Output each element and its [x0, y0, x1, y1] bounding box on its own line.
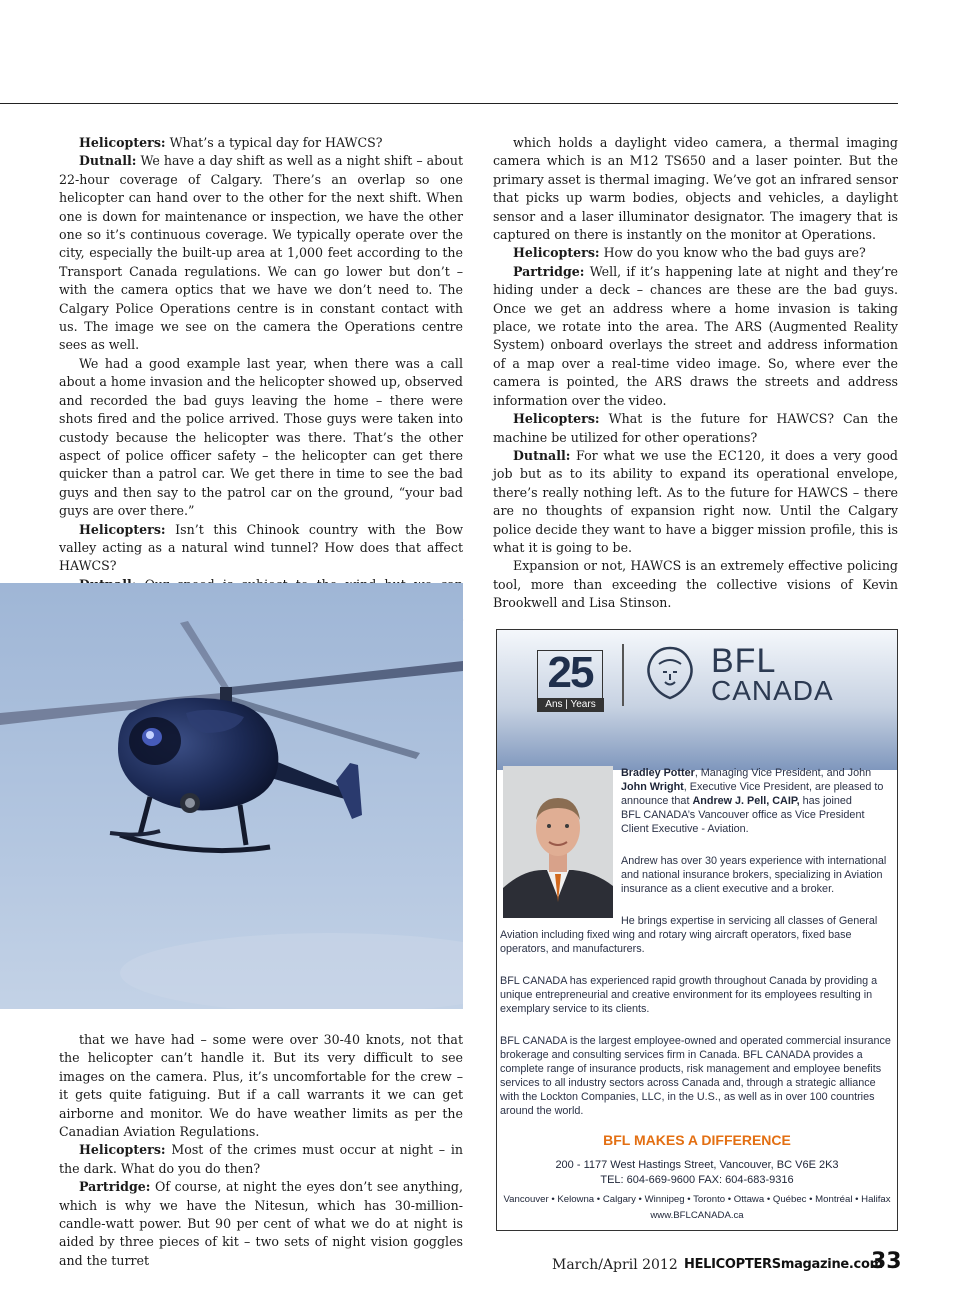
- ad-cities: Vancouver • Kelowna • Calgary • Winnipeg • Toronto • Ottawa • Québec • Montréal • Halifax: [503, 1194, 891, 1205]
- paragraph-text: How do you know who the bad guys are?: [599, 245, 866, 261]
- issue-date: March/April 2012: [552, 1257, 678, 1273]
- header-rule: [0, 103, 898, 104]
- paragraph-text: which holds a daylight video camera, a thermal imaging camera which is an M12 TS650 and a laser pointer. But the primary asset is thermal imaging. We’ve got an infrared sensor that picks up warm bodies, objects and vehicles, a daylight sensor and a laser illuminator designator. The imagery that is captured on there is instantly on the monitor at Operations.: [493, 135, 898, 243]
- helicopter-photo: [0, 583, 463, 1009]
- paragraph-text: What is the future for HAWCS? Can the machine be utilized for other operations?: [493, 411, 898, 445]
- ad-growth-line: exemplary service to its clients.: [500, 1003, 650, 1015]
- ad-experience-line: insurance as a client executive and a broker.: [621, 883, 835, 895]
- article-paragraph: [493, 263, 898, 410]
- ad-expertise-line: Aviation including fixed wing and rotary wing aircraft operators, fixed base: [500, 929, 852, 941]
- ad-25-years-number: 25: [537, 650, 603, 702]
- ad-announcement-line4: BFL CANADA’s Vancouver office as Vice President: [621, 809, 865, 821]
- paragraph-text: For what we use the EC120, it does a very good job but as to its ability to expand its operational envelope, there’s really nothing left. As to the future for HAWCS – there are no thoughts of expansion right now. Until the Calgary police decide they want to have a bigger mission profile, this is what it is going to be.: [493, 447, 898, 555]
- ad-years-label: Ans | Years: [537, 698, 604, 712]
- ad-experience-line: Andrew has over 30 years experience with international: [621, 855, 887, 867]
- ad-company-line: around the world.: [500, 1105, 584, 1117]
- ad-address: 200 - 1177 West Hastings Street, Vancouver, BC V6E 2K3: [555, 1159, 839, 1171]
- article-paragraph: [59, 1141, 463, 1178]
- ad-company-line: BFL CANADA is the largest employee-owned and operated commercial insurance: [500, 1035, 891, 1047]
- ad-paragraph-growth: [500, 974, 892, 1016]
- ad-divider: [622, 644, 624, 706]
- ad-name-pell: Andrew J. Pell, CAIP,: [692, 795, 800, 807]
- ad-growth-line: BFL CANADA has experienced rapid growth throughout Canada by providing a: [500, 975, 878, 987]
- ad-brand-line2: CANADA: [711, 675, 834, 706]
- speaker-label: Partridge:: [79, 1179, 151, 1195]
- ad-paragraph-company: [500, 1034, 892, 1118]
- speaker-label: Dutnall:: [513, 447, 571, 463]
- ad-company-line: complete range of insurance products, risk management and employee benefits: [500, 1063, 882, 1075]
- ad-name-wright: John Wright: [621, 781, 684, 793]
- speaker-label: Helicopters:: [79, 521, 166, 537]
- article-paragraph: [59, 521, 463, 576]
- article-paragraph: [59, 134, 463, 152]
- executive-portrait: [503, 766, 613, 918]
- ad-expertise-line: He brings expertise in servicing all classes of General: [621, 915, 878, 927]
- article-paragraph: [493, 134, 898, 244]
- speaker-label: Helicopters:: [79, 1142, 166, 1158]
- article-paragraph: [493, 447, 898, 557]
- article-paragraph: [59, 355, 463, 521]
- magazine-website[interactable]: HELICOPTERSmagazine.com: [684, 1257, 883, 1272]
- ad-announcement: [621, 766, 891, 836]
- speaker-label: Helicopters:: [513, 411, 600, 427]
- ad-announcement-line5: Client Executive - Aviation.: [621, 823, 749, 835]
- ad-slogan: BFL MAKES A DIFFERENCE: [603, 1132, 791, 1148]
- ad-brand-line1: BFL: [711, 642, 777, 680]
- paragraph-text: We have a day shift as well as a night shift – about 22-hour coverage of Calgary. There’s an overlap so one helicopter can hand over to the other for the next shift. When one is down for maintenance or inspection, we have the other one so it’s continuous coverage. We typically operate over the city, especially the built-up area at 1,000 feet according to the Transport Canada regulations. We can go lower but don’t – with the camera optics that we have we don’t need to. The Calgary Police Operations centre is in constant contact with us. The image we see on the camera the Operations centre sees as well.: [59, 153, 463, 353]
- ad-paragraph-experience: [621, 854, 891, 896]
- page-number: 33: [871, 1249, 902, 1274]
- article-paragraph: [59, 152, 463, 354]
- ad-announcement-line1: , Managing Vice President, and John: [694, 767, 872, 779]
- article-paragraph: [493, 557, 898, 612]
- article-paragraph: [59, 1178, 463, 1270]
- helicopter-illustration: [0, 583, 463, 1009]
- ad-company-line: brokerage and consulting services firm in Canada. BFL CANADA provides a: [500, 1049, 863, 1061]
- ad-company-line: with the Lockton Companies, LLC, in the U.S., as well as in over 100 countries: [500, 1091, 875, 1103]
- paragraph-text: We had a good example last year, when there was a call about a home invasion and the helicopter showed up, observed and recorded the bad guys leaving the home – there were shots fired and the police arrived. Those guys were taken into custody because the helicopter was there. That’s the other aspect of police officer safety – the helicopter can get there quicker than a patrol car. We get there in time to see the bad guys and then say to the patrol car on the ground, “your bad guys are over there.”: [59, 355, 463, 519]
- article-column-left-bottom: [59, 1031, 463, 1270]
- article-paragraph: [59, 1031, 463, 1141]
- ad-name-potter: Bradley Potter: [621, 767, 695, 779]
- paragraph-text: Most of the crimes must occur at night – in the dark. What do you do then?: [59, 1142, 463, 1176]
- paragraph-text: Of course, at night the eyes don’t see anything, which is why we have the Nitesun, which has 30-million-candle-watt power. But 90 per cent of what we do at night is aided by three pieces of kit – two sets of night vision goggles and the turret: [59, 1179, 463, 1268]
- lion-logo-icon: [639, 642, 701, 704]
- paragraph-text: What’s a typical day for HAWCS?: [165, 135, 383, 150]
- article-column-left-top: [59, 134, 463, 649]
- paragraph-text: Expansion or not, HAWCS is an extremely effective policing tool, more than exceeding the collective visions of Kevin Brookwell and Lisa Stinson.: [493, 558, 898, 611]
- speaker-label: Helicopters:: [79, 135, 166, 150]
- ad-paragraph-expertise-2: [500, 928, 892, 956]
- ad-company-line: services to all industry sectors across Canada and, through a strategic alliance: [500, 1077, 876, 1089]
- ad-growth-line: unique entrepreneurial and creative environment for its employees resulting in: [500, 989, 873, 1001]
- paragraph-text: Well, if it’s happening late at night and they’re hiding under a deck – chances are these are the bad guys. Once we get an address where a home invasion is taking place, we rotate into the area. The ARS (Augmented Reality System) onboard overlays the street and address information of a map over a real-time video image. So, where ever the camera is pointed, the ARS draws the streets and address information over the video.: [493, 263, 898, 408]
- ad-announcement-line3: announce that: [621, 795, 693, 807]
- ad-expertise-line: operators, and manufacturers.: [500, 943, 645, 955]
- ad-paragraph-expertise-1: [621, 914, 891, 928]
- article-paragraph: [493, 410, 898, 447]
- speaker-label: Dutnall:: [79, 153, 137, 169]
- ad-announcement-line2: , Executive Vice President, are pleased to: [683, 781, 884, 793]
- paragraph-text: Isn’t this Chinook country with the Bow valley acting as a natural wind tunnel? How does that affect HAWCS?: [59, 521, 463, 574]
- ad-phone: TEL: 604-669-9600 FAX: 604-683-9316: [600, 1174, 794, 1186]
- article-column-right: [493, 134, 898, 613]
- ad-experience-line: and national insurance brokers, specializing in Aviation: [621, 869, 883, 881]
- speaker-label: Helicopters:: [513, 245, 600, 261]
- ad-website[interactable]: www.BFLCANADA.ca: [650, 1210, 744, 1221]
- paragraph-text: that we have had – some were over 30-40 knots, not that the helicopter can’t handle it. But its very difficult to see images on the camera. Plus, it’s uncomfortable for the crew – it gets quite fatiguing. But if a call warrants it we can get airborne and monitor. We do have weather limits as per the Canadian Aviation Regulations.: [59, 1032, 463, 1140]
- ad-announcement-line3b: has joined: [799, 795, 852, 807]
- article-paragraph: [493, 244, 898, 262]
- speaker-label: Partridge:: [513, 263, 585, 279]
- bfl-canada-advertisement: [496, 629, 898, 1231]
